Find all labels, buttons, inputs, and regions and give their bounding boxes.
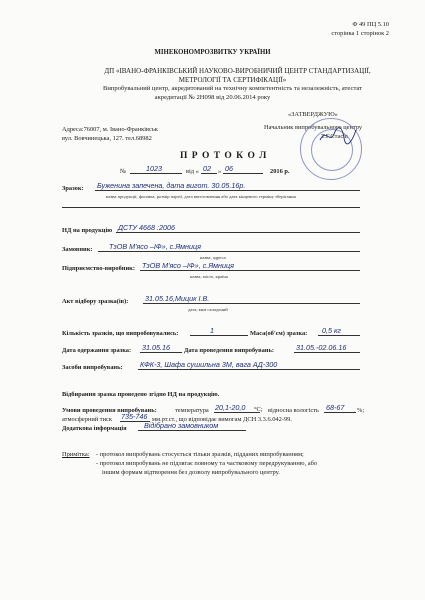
nd-label: НД на продукцію [62,227,113,234]
equipment-value: КФК-3, Шафа сушильна 3М, вага АД-300 [140,360,278,369]
mass-value: 0,5 кг [322,326,341,335]
address-line2: вул. Вовчинецька, 127. тел.68982 [62,135,152,142]
protocol-year: 2016 р. [270,168,290,175]
customer-caption: назва, адреса [200,255,226,260]
received-date-label: Дата одержання зразка: [62,347,132,354]
protocol-date-label: від « [186,168,199,175]
quantity-label: Кількість зразків, що випробовувались: [62,330,179,337]
pressure-label: атмосферний тиск [62,416,112,423]
protocol-day: 02 [203,164,211,173]
notes-line1: - протокол випробувань стосується тільки зразків, підданих випробуванням; [96,451,304,458]
test-date-value: 31.05.-02.06.16 [296,343,347,352]
protocol-month: 06 [225,164,233,173]
pressure-value: 735-746 [121,412,148,421]
accreditation-line1: Випробувальний центр, акредитований на технічну компетентність та незалежність, атестат [102,85,363,92]
quantity-value: 1 [210,326,214,335]
humidity-value: 68-67 [326,403,345,412]
sample-caption: назва продукції, фасовка, розмір партії, дата виготовлення або дата кінцевого терміну зберігання [106,194,296,199]
test-date-label: Дата проведення випробувань: [184,347,274,354]
protocol-number: 1023 [146,164,162,173]
extra-info-label: Додаткова інформація [62,425,127,432]
temperature-label: температура [175,407,209,414]
customer-value: ТзОВ М'ясо –ІФ», с.Ямниця [109,242,201,251]
temperature-unit: °C; [254,406,263,413]
sampling-act-value: 31.05.16,Мицик І.В. [145,294,210,303]
accreditation-line2: акредитації № 2Н098 від 20.06.2014 року [154,94,271,101]
approval-name: Т.Г.Стасів [321,133,348,140]
form-code: Ф 49 ПЦ 5.10 [352,21,389,28]
address-line1: Адреса:76007, м. Івано-Франківськ [62,126,158,133]
temperature-value: 20,1-20,0 [215,403,246,412]
protocol-title: П Р О Т О К О Л [180,151,268,161]
equipment-label: Засоби випробувань: [62,364,123,371]
pressure-unit: мм.рт.ст., що відповідає вимогам ДСН 3.3.6.042-99. [152,416,292,423]
humidity-label: відносна вологість [268,407,319,414]
manufacturer-label: Підприємство-виробник: [62,265,135,272]
sampling-note: Відбирання зразка проведено згідно НД на продукцію. [62,391,220,398]
notes-line2: - протокол випробувань не підлягає повному та частковому передрукуванню, або [96,460,318,467]
protocol-date-sep: » [218,168,222,175]
approval-title: «ЗАТВЕРДЖУЮ» [288,111,338,118]
manufacturer-value: ТзОВ М'ясо –ІФ», с.Ямниця [142,261,234,270]
extra-info-value: Відібрано замовником [144,421,219,430]
notes-line3: іншим формам відтворення без дозволу випробувального центру. [102,469,280,476]
sampling-act-caption: дата, ким складений [188,307,228,312]
signature [318,124,358,146]
customer-label: Замовник: [62,246,93,253]
sample-label: Зразок: [62,185,84,192]
humidity-unit: %; [357,407,365,414]
protocol-number-prefix: № [120,168,127,175]
ministry-title: МІНЕКОНОМРОЗВИТКУ УКРАЇНИ [154,49,271,56]
nd-value: ДСТУ 4668 :2006 [118,223,175,232]
manufacturer-caption: назва, місто, країна [190,274,228,279]
approval-role: Начальник випробувального центру [264,124,363,131]
mass-label: Маса(об'єм) зразка: [250,330,308,337]
sample-value: Буженина запечена, дата вигот. 30.05.16р. [97,181,246,190]
org-name-line1: ДП «ІВАНО-ФРАНКІВСЬКИЙ НАУКОВО-ВИРОБНИЧИЙ ЦЕНТР СТАНДАРТИЗАЦІЇ, [104,67,371,75]
org-name-line2: МЕТРОЛОГІЇ ТА СЕРТИФІКАЦІЇ» [178,76,287,84]
received-date-value: 31.05.16 [142,343,170,352]
conditions-label: Умови проведення випробувань: [62,407,157,414]
notes-label: Примітка: [62,451,90,458]
sampling-act-label: Акт відбору зразка(ів): [62,298,129,305]
page-info: сторінка 1 сторінок 2 [331,30,389,37]
